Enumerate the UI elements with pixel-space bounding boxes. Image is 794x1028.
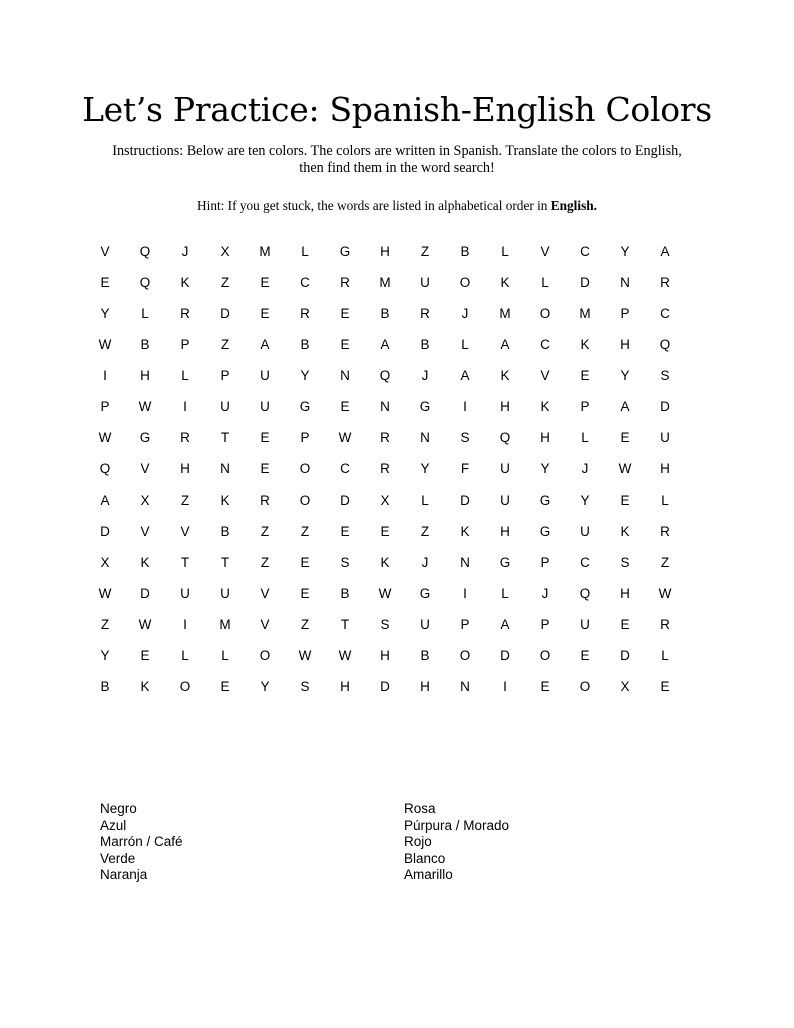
- grid-letter: Z: [260, 554, 270, 570]
- grid-letter: O: [539, 306, 551, 322]
- grid-letter: Q: [659, 337, 671, 353]
- grid-letter: K: [140, 678, 150, 694]
- grid-letter: E: [580, 368, 590, 384]
- grid-letter: W: [658, 585, 672, 601]
- grid-letter: Q: [139, 244, 151, 259]
- grid-letter: S: [660, 368, 670, 384]
- grid-letter: C: [580, 554, 590, 570]
- grid-letter: S: [620, 554, 630, 570]
- grid-letter: U: [500, 461, 510, 477]
- grid-letter: B: [100, 678, 110, 694]
- grid-letter: R: [260, 492, 270, 508]
- grid-letter: X: [140, 492, 150, 508]
- grid-letter: U: [260, 368, 270, 384]
- grid-letter: C: [540, 337, 550, 353]
- grid-letter: B: [460, 244, 470, 259]
- grid-letter: U: [180, 585, 190, 601]
- grid-letter: L: [581, 430, 589, 446]
- grid-letter: Z: [420, 523, 430, 539]
- word-list-item: Azul: [100, 817, 127, 833]
- grid-letter: L: [221, 647, 229, 663]
- grid-letter: D: [620, 647, 630, 663]
- grid-letter: C: [340, 461, 350, 477]
- grid-letter: R: [380, 430, 390, 446]
- word-list-item: Púrpura / Morado: [404, 817, 510, 833]
- grid-letter: Y: [100, 647, 110, 663]
- grid-letter: H: [140, 368, 150, 384]
- grid-letter: J: [181, 244, 189, 259]
- grid-letter: D: [220, 306, 230, 322]
- grid-letter: J: [461, 306, 469, 322]
- grid-letter: J: [581, 461, 589, 477]
- grid-letter: D: [500, 647, 510, 663]
- grid-letter: Y: [420, 461, 430, 477]
- grid-letter: R: [300, 306, 310, 322]
- grid-letter: D: [140, 585, 150, 601]
- grid-letter: U: [580, 523, 590, 539]
- grid-letter: Z: [300, 523, 310, 539]
- grid-letter: E: [260, 461, 270, 477]
- grid-letter: O: [259, 647, 271, 663]
- grid-letter: Q: [139, 275, 151, 291]
- word-list-item: Marrón / Café: [100, 834, 183, 850]
- grid-letter: N: [620, 275, 630, 291]
- grid-letter: X: [100, 554, 110, 570]
- grid-letter: E: [340, 399, 350, 415]
- grid-letter: R: [380, 461, 390, 477]
- grid-letter: M: [499, 306, 511, 322]
- grid-letter: Y: [620, 368, 630, 384]
- grid-letter: O: [459, 647, 471, 663]
- grid-letter: H: [340, 678, 350, 694]
- grid-letter: H: [420, 678, 430, 694]
- grid-letter: U: [220, 399, 230, 415]
- grid-letter: P: [540, 616, 550, 632]
- grid-letter: K: [580, 337, 590, 353]
- grid-letter: U: [580, 616, 590, 632]
- page-title: Let’s Practice: Spanish-English Colors: [82, 90, 712, 129]
- grid-letter: T: [220, 430, 230, 446]
- grid-letter: R: [180, 306, 190, 322]
- grid-letter: O: [299, 492, 311, 508]
- grid-letter: F: [460, 461, 470, 477]
- grid-letter: E: [620, 616, 630, 632]
- word-list-item: Negro: [100, 801, 137, 816]
- grid-letter: E: [300, 554, 310, 570]
- grid-letter: Q: [579, 585, 591, 601]
- grid-letter: I: [463, 399, 467, 415]
- word-list-right: [404, 801, 509, 884]
- word-list-item: Blanco: [404, 850, 446, 866]
- grid-letter: H: [620, 337, 630, 353]
- grid-letter: L: [501, 585, 509, 601]
- word-list-item: Verde: [100, 850, 136, 866]
- grid-letter: R: [340, 275, 350, 291]
- grid-letter: Y: [260, 678, 270, 694]
- grid-letter: P: [580, 399, 590, 415]
- grid-letter: L: [181, 647, 189, 663]
- grid-letter: U: [500, 492, 510, 508]
- grid-letter: Z: [220, 337, 230, 353]
- grid-letter: R: [660, 616, 670, 632]
- grid-letter: V: [180, 523, 190, 539]
- grid-letter: A: [620, 399, 630, 415]
- grid-letter: A: [460, 368, 470, 384]
- grid-letter: V: [260, 585, 270, 601]
- grid-letter: E: [580, 647, 590, 663]
- grid-letter: A: [500, 616, 510, 632]
- grid-letter: Q: [379, 368, 391, 384]
- word-list-item: Rosa: [404, 801, 436, 816]
- grid-letter: A: [500, 337, 510, 353]
- grid-letter: O: [179, 678, 191, 694]
- grid-letter: A: [100, 492, 110, 508]
- grid-letter: W: [138, 616, 152, 632]
- grid-letter: Z: [100, 616, 110, 632]
- grid-letter: G: [499, 554, 511, 570]
- grid-letter: K: [380, 554, 390, 570]
- grid-letter: L: [301, 244, 309, 259]
- grid-letter: L: [141, 306, 149, 322]
- grid-letter: U: [260, 399, 270, 415]
- grid-letter: U: [220, 585, 230, 601]
- grid-letter: L: [461, 337, 469, 353]
- grid-letter: E: [300, 585, 310, 601]
- grid-letter: E: [620, 430, 630, 446]
- grid-letter: H: [180, 461, 190, 477]
- word-list-item: Rojo: [404, 834, 432, 850]
- grid-letter: U: [420, 616, 430, 632]
- grid-letter: E: [340, 306, 350, 322]
- grid-letter: H: [380, 244, 390, 259]
- grid-letter: E: [340, 523, 350, 539]
- grid-letter: Z: [220, 275, 230, 291]
- grid-letter: K: [140, 554, 150, 570]
- grid-letter: B: [220, 523, 230, 539]
- grid-letter: P: [540, 554, 550, 570]
- grid-letter: T: [340, 616, 350, 632]
- grid-letter: E: [260, 306, 270, 322]
- grid-letter: R: [660, 275, 670, 291]
- grid-letter: Y: [620, 244, 630, 259]
- grid-letter: E: [220, 678, 230, 694]
- instructions-text: Instructions: Below are ten colors. The colors are written in Spanish. Translate the colors to English, then find them in the word search!: [112, 143, 682, 176]
- grid-letter: A: [260, 337, 270, 353]
- grid-letter: X: [220, 244, 230, 259]
- grid-letter: G: [139, 430, 151, 446]
- grid-letter: L: [661, 647, 669, 663]
- grid-letter: W: [98, 585, 112, 601]
- grid-letter: W: [138, 399, 152, 415]
- grid-letter: W: [98, 430, 112, 446]
- grid-letter: W: [98, 337, 112, 353]
- word-search-grid: [85, 236, 685, 702]
- grid-letter: K: [540, 399, 550, 415]
- grid-letter: G: [339, 244, 351, 259]
- grid-letter: O: [579, 678, 591, 694]
- grid-letter: E: [380, 523, 390, 539]
- grid-letter: K: [500, 275, 510, 291]
- grid-letter: A: [660, 244, 670, 259]
- grid-letter: V: [260, 616, 270, 632]
- grid-letter: T: [220, 554, 230, 570]
- grid-letter: S: [300, 678, 310, 694]
- grid-letter: W: [298, 647, 312, 663]
- grid-letter: N: [460, 678, 470, 694]
- grid-letter: P: [100, 399, 110, 415]
- grid-letter: V: [540, 244, 550, 259]
- grid-letter: P: [220, 368, 230, 384]
- grid-letter: K: [180, 275, 190, 291]
- grid-letter: B: [380, 306, 390, 322]
- word-list-item: Amarillo: [404, 867, 453, 883]
- grid-letter: L: [181, 368, 189, 384]
- grid-letter: H: [540, 430, 550, 446]
- grid-letter: V: [540, 368, 550, 384]
- grid-letter: V: [140, 523, 150, 539]
- grid-letter: M: [219, 616, 231, 632]
- grid-letter: E: [540, 678, 550, 694]
- grid-letter: S: [460, 430, 470, 446]
- grid-letter: C: [580, 244, 590, 259]
- grid-letter: W: [378, 585, 392, 601]
- grid-letter: E: [100, 275, 110, 291]
- grid-letter: I: [103, 368, 107, 384]
- grid-letter: Y: [580, 492, 590, 508]
- grid-letter: E: [660, 678, 670, 694]
- grid-letter: K: [620, 523, 630, 539]
- hint-emphasis: English.: [550, 198, 597, 213]
- grid-letter: N: [420, 430, 430, 446]
- grid-letter: C: [300, 275, 310, 291]
- grid-letter: T: [180, 554, 190, 570]
- grid-letter: E: [260, 275, 270, 291]
- grid-letter: J: [421, 554, 429, 570]
- grid-letter: W: [618, 461, 632, 477]
- hint-prefix: Hint: If you get stuck, the words are listed in alphabetical order in: [197, 198, 551, 213]
- grid-letter: O: [459, 275, 471, 291]
- grid-letter: I: [183, 399, 187, 415]
- grid-letter: W: [338, 647, 352, 663]
- grid-letter: V: [100, 244, 110, 259]
- word-list-left: [100, 801, 183, 884]
- grid-letter: G: [299, 399, 311, 415]
- grid-letter: K: [460, 523, 470, 539]
- grid-letter: N: [220, 461, 230, 477]
- grid-letter: X: [620, 678, 630, 694]
- grid-letter: M: [379, 275, 391, 291]
- grid-letter: H: [660, 461, 670, 477]
- grid-letter: Z: [420, 244, 430, 259]
- grid-letter: X: [380, 492, 390, 508]
- grid-letter: P: [620, 306, 630, 322]
- grid-letter: L: [661, 492, 669, 508]
- grid-letter: Y: [300, 368, 310, 384]
- grid-letter: I: [463, 585, 467, 601]
- grid-letter: H: [500, 523, 510, 539]
- word-list-item: Naranja: [100, 867, 148, 883]
- grid-letter: I: [183, 616, 187, 632]
- grid-letter: G: [539, 523, 551, 539]
- grid-letter: H: [380, 647, 390, 663]
- grid-letter: Z: [180, 492, 190, 508]
- grid-letter: G: [419, 585, 431, 601]
- grid-letter: K: [220, 492, 230, 508]
- grid-letter: O: [299, 461, 311, 477]
- grid-letter: Z: [300, 616, 310, 632]
- grid-letter: Z: [660, 554, 670, 570]
- grid-letter: O: [539, 647, 551, 663]
- grid-letter: A: [380, 337, 390, 353]
- grid-letter: E: [620, 492, 630, 508]
- grid-letter: W: [338, 430, 352, 446]
- grid-letter: R: [660, 523, 670, 539]
- grid-letter: N: [340, 368, 350, 384]
- grid-letter: G: [419, 399, 431, 415]
- grid-letter: Q: [99, 461, 111, 477]
- grid-letter: B: [420, 647, 430, 663]
- grid-letter: G: [539, 492, 551, 508]
- grid-letter: D: [660, 399, 670, 415]
- grid-letter: D: [380, 678, 390, 694]
- grid-letter: P: [180, 337, 190, 353]
- grid-letter: N: [460, 554, 470, 570]
- grid-letter: M: [579, 306, 591, 322]
- grid-letter: P: [300, 430, 310, 446]
- grid-letter: V: [140, 461, 150, 477]
- grid-letter: E: [340, 337, 350, 353]
- grid-letter: Z: [260, 523, 270, 539]
- grid-letter: U: [420, 275, 430, 291]
- grid-letter: E: [140, 647, 150, 663]
- grid-letter: D: [100, 523, 110, 539]
- grid-letter: P: [460, 616, 470, 632]
- grid-letter: S: [340, 554, 350, 570]
- grid-letter: J: [421, 368, 429, 384]
- grid-letter: K: [500, 368, 510, 384]
- grid-letter: R: [180, 430, 190, 446]
- grid-letter: D: [340, 492, 350, 508]
- grid-letter: E: [260, 430, 270, 446]
- grid-letter: C: [660, 306, 670, 322]
- grid-letter: H: [500, 399, 510, 415]
- grid-letter: H: [620, 585, 630, 601]
- grid-letter: L: [421, 492, 429, 508]
- grid-letter: B: [420, 337, 430, 353]
- grid-letter: D: [460, 492, 470, 508]
- grid-letter: D: [580, 275, 590, 291]
- grid-letter: N: [380, 399, 390, 415]
- grid-letter: U: [660, 430, 670, 446]
- grid-letter: Q: [499, 430, 511, 446]
- grid-letter: R: [420, 306, 430, 322]
- grid-letter: J: [541, 585, 549, 601]
- grid-letter: L: [541, 275, 549, 291]
- grid-letter: S: [380, 616, 390, 632]
- hint-text: [0, 198, 794, 214]
- grid-letter: B: [300, 337, 310, 353]
- grid-letter: B: [340, 585, 350, 601]
- grid-letter: Y: [100, 306, 110, 322]
- grid-letter: Y: [540, 461, 550, 477]
- grid-letter: M: [259, 244, 271, 259]
- grid-letter: L: [501, 244, 509, 259]
- grid-letter: I: [503, 678, 507, 694]
- grid-letter: B: [140, 337, 150, 353]
